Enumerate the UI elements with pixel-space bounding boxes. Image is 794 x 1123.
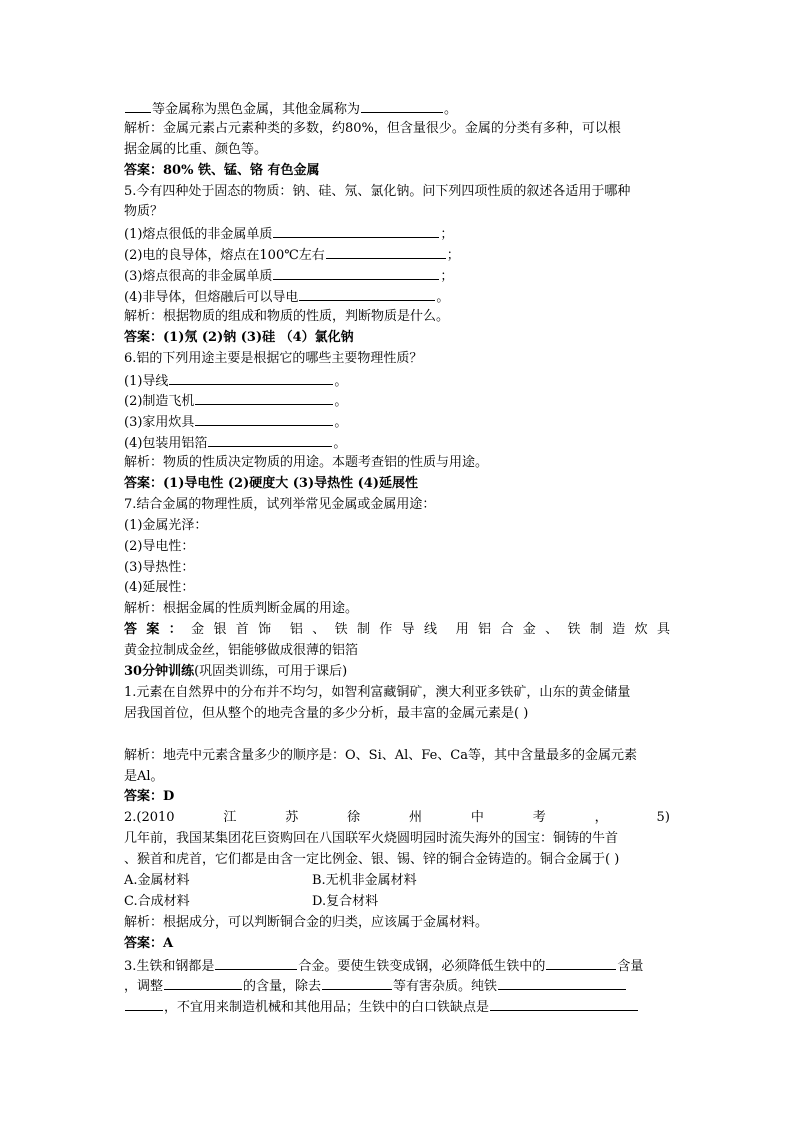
char: 案	[146, 622, 160, 638]
text: ；	[440, 227, 454, 243]
sub-question: (4)延展性：	[124, 580, 195, 596]
text-line: 解析：物质的性质决定物质的用途。本题考查铝的性质与用途。	[124, 455, 489, 471]
text: 。	[334, 415, 348, 431]
question-line: 居我国首位，但从整个的地壳含量的多少分析，最丰富的金属元素是( )	[124, 705, 529, 721]
char: 线	[424, 622, 438, 638]
char: 、	[312, 622, 326, 638]
fill-blank	[195, 411, 333, 426]
char: 、	[545, 622, 559, 638]
fill-blank	[299, 286, 435, 301]
text-line: 解析：根据物质的组成和物质的性质，判断物质是什么。	[124, 308, 450, 324]
char: 答	[124, 622, 138, 638]
question-line: 几年前，我国某集团花巨资购回在八国联军火烧圆明园时流失海外的国宝：铜铸的牛首	[124, 831, 619, 847]
question-line: 、猴首和虎首，它们都是由含一定比例金、银、锡、锌的铜合金铸造的。铜合金属于( )	[124, 852, 620, 868]
char: ：	[168, 622, 182, 638]
char: 造	[612, 622, 626, 638]
text-line: 解析：根据金属的性质判断金属的用途。	[124, 601, 359, 617]
fill-blank	[326, 244, 446, 259]
char: 用	[455, 622, 469, 638]
char: 制	[356, 622, 370, 638]
fill-blank	[215, 955, 297, 970]
fill-blank	[322, 975, 392, 990]
text: 合金。要使生铁变成钢，必须降低生铁中的	[298, 958, 546, 974]
text: 等金属称为黑色金属，其他金属称为	[152, 102, 361, 117]
char: 州	[409, 810, 423, 826]
options-row	[124, 871, 670, 892]
text-line: 是Al。	[124, 768, 164, 784]
char: 铝	[478, 622, 492, 638]
text: (1)导线	[124, 373, 169, 389]
text: ；	[440, 269, 454, 285]
char: 2.(2010	[124, 810, 175, 826]
sub-question	[124, 286, 670, 307]
fill-blank	[208, 432, 332, 447]
text-line: 解析：金属元素占元素种类的多数，约80%，但含量很少。金属的分类有多种，可以根	[124, 120, 621, 136]
char: 5)	[656, 810, 670, 826]
char: 金	[522, 622, 536, 638]
text-line: 据金属的比重、颜色等。	[124, 141, 268, 157]
fill-blank	[490, 996, 638, 1011]
question-line: 7.结合金属的物理性质，试列举常见金属或金属用途：	[124, 496, 436, 512]
fill-blank	[125, 98, 151, 113]
sub-question	[124, 244, 670, 265]
sub-question	[124, 370, 670, 391]
text: ；	[446, 248, 460, 264]
fill-blank	[125, 996, 163, 1011]
text: 。	[444, 102, 458, 117]
sub-question	[124, 411, 670, 432]
sub-question	[124, 223, 670, 244]
char: 苏	[285, 810, 299, 826]
fill-blank	[273, 265, 439, 280]
sub-question	[124, 265, 670, 286]
text-line: 黄金拉制成金丝，铝能够做成很薄的铝箔	[124, 643, 359, 659]
text: (4)包装用铝箔	[124, 436, 208, 452]
text: (1)熔点很低的非金属单质	[124, 227, 273, 243]
options-row	[124, 892, 670, 913]
question-line	[124, 975, 670, 996]
answer-justified-line	[124, 620, 670, 641]
fill-blank	[273, 223, 439, 238]
text: (3)家用炊具	[124, 415, 195, 431]
char: ，	[594, 810, 608, 826]
char: 铁	[567, 622, 581, 638]
answer-line: 答案：(1)氖 (2)钠 (3)硅 （4）氯化钠	[124, 329, 354, 345]
sub-question	[124, 432, 670, 453]
char: 合	[500, 622, 514, 638]
char: 作	[379, 622, 393, 638]
option-a: A.金属材料	[124, 872, 190, 888]
char: 导	[401, 622, 415, 638]
char: 银	[213, 622, 227, 638]
text-line	[124, 98, 670, 119]
text: 。	[334, 373, 348, 389]
text: 。	[334, 394, 348, 410]
char: 铝	[289, 622, 303, 638]
text: ，不宜用来制造机械和其他用品；生铁中的白口铁缺点是	[164, 1000, 490, 1016]
fill-blank	[195, 390, 333, 405]
char: 江	[223, 810, 237, 826]
text: 的含量，除去	[243, 979, 322, 995]
document-page	[124, 98, 670, 1017]
question-line: 物质？	[124, 204, 164, 220]
text-line: 解析：根据成分，可以判断铜合金的归类，应该属于金属材料。	[124, 914, 489, 930]
answer-line: 答案：(1)导电性 (2)硬度大 (3)导热性 (4)延展性	[124, 476, 418, 492]
answer-line: 答案：D	[124, 789, 175, 805]
sub-question	[124, 390, 670, 411]
char: 制	[589, 622, 603, 638]
section-title: 30分钟训练	[124, 664, 195, 680]
blank-spacer	[124, 725, 670, 746]
sub-question: (3)导热性：	[124, 559, 195, 575]
question-line: 6.铝的下列用途主要是根据它的哪些主要物理性质？	[124, 350, 423, 366]
text: ，调整	[124, 979, 164, 995]
sub-question: (1)金属光泽：	[124, 517, 208, 533]
question-justified-line	[124, 808, 670, 829]
char: 考	[532, 810, 546, 826]
text: 含量	[617, 958, 644, 974]
fill-blank	[361, 98, 443, 113]
char: 徐	[347, 810, 361, 826]
section-heading	[124, 662, 670, 683]
question-line: 1.元素在自然界中的分布并不均匀，如智利富藏铜矿，澳大利亚多铁矿，山东的黄金储量	[124, 684, 631, 700]
text: (3)熔点很高的非金属单质	[124, 269, 273, 285]
char: 首	[235, 622, 249, 638]
text: 。	[333, 436, 347, 452]
text: 。	[436, 290, 450, 306]
question-line: 5.今有四种处于固态的物质：钠、硅、氖、氯化钠。问下列四项性质的叙述各适用于哪种	[124, 183, 631, 199]
char: 金	[191, 622, 205, 638]
fill-blank	[546, 955, 616, 970]
section-note: (巩固类训练，可用于课后)	[194, 664, 348, 680]
sub-question: (2)导电性：	[124, 538, 195, 554]
option-d: D.复合材料	[312, 893, 379, 909]
text: 等有害杂质。纯铁	[393, 979, 498, 995]
answer-line: 答案：A	[124, 935, 174, 951]
char: 炊	[634, 622, 648, 638]
char: 饰	[258, 622, 272, 638]
text-line: 解析：地壳中元素含量多少的顺序是：O、Si、Al、Fe、Ca等，其中含量最多的金属元素	[124, 747, 637, 763]
answer-line: 答案：80% 铁、锰、铬 有色金属	[124, 162, 320, 178]
option-b: B.无机非金属材料	[312, 872, 417, 888]
fill-blank	[164, 975, 242, 990]
char: 中	[470, 810, 484, 826]
char: 具	[656, 622, 670, 638]
text: (4)非导体，但熔融后可以导电	[124, 290, 299, 306]
fill-blank	[498, 975, 626, 990]
question-line	[124, 955, 670, 976]
text: (2)电的良导体，熔点在100℃左右	[124, 248, 325, 264]
question-line	[124, 996, 670, 1017]
char: 铁	[334, 622, 348, 638]
option-c: C.合成材料	[124, 893, 190, 909]
text: (2)制造飞机	[124, 394, 195, 410]
text: 3.生铁和钢都是	[124, 958, 215, 974]
fill-blank	[169, 370, 333, 385]
